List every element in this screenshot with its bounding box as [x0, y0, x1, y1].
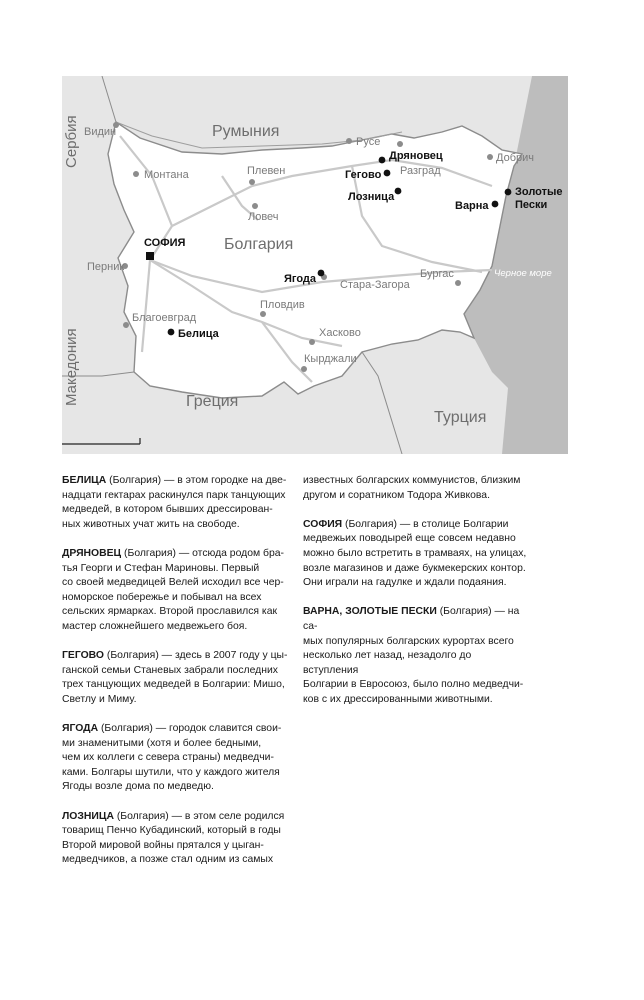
city-label-pleven: Плевен: [247, 165, 286, 177]
entry-line: трех танцующих медведей в Болгарии: Мишо,: [62, 679, 285, 691]
city-label-gegovo: Гегово: [345, 169, 382, 181]
entry-line: Второй мировой войны прятался у цыган-: [62, 839, 264, 851]
entry-yagoda: [62, 722, 288, 795]
city-label-zolotye: Золотые: [515, 186, 563, 198]
entry-country: (Болгария): [98, 723, 153, 735]
entry-line: — в столице Болгарии: [399, 518, 509, 530]
entry-line: ками. Болгары шутили, что у каждого жителя: [62, 766, 280, 778]
city-marker-burgas: [455, 280, 461, 286]
country-label-serbia: Сербия: [63, 115, 80, 168]
entry-line: известных болгарских коммунистов, близким: [303, 475, 521, 486]
city-label-plovdiv: Пловдив: [260, 299, 305, 311]
entry-name: ЛОЗНИЦА: [62, 810, 114, 822]
entry-line: — отсюда родом бра-: [178, 547, 284, 559]
entry-line: сельских ярмарках. Второй прославился как: [62, 606, 278, 618]
entry-line: номорское побережье и побывал на всех: [62, 591, 262, 603]
city-marker-dobrich: [487, 154, 493, 160]
city-label-yagoda: Ягода: [284, 273, 317, 285]
city-marker-ruse: [346, 138, 352, 144]
map-svg: [62, 76, 568, 454]
city-label-dobrich: Добрич: [496, 152, 534, 164]
map-of-bulgaria: [62, 76, 568, 454]
entry-line: — городок славится свои-: [155, 723, 282, 735]
city-label-peski: Пески: [515, 199, 548, 211]
country-label-romania: Румыния: [212, 123, 280, 140]
entry-name: СОФИЯ: [303, 518, 343, 530]
city-marker-lovech: [252, 203, 258, 209]
city-marker-kardzhali: [301, 366, 307, 372]
entry-name: ГЕГОВО: [62, 650, 104, 662]
entry-gegovo: [62, 649, 288, 707]
city-label-blagoevgrad: Благоевград: [132, 312, 197, 324]
capital-marker-sofia: [146, 252, 154, 260]
entry-name: ЯГОДА: [62, 723, 99, 735]
entry-sofia: [303, 518, 529, 591]
entry-line: медведчиков, а позже стал одним из самых: [62, 854, 274, 866]
entry-line: тья Георги и Стефан Мариновы. Первый: [62, 562, 260, 574]
sea-label: Черное море: [494, 268, 552, 279]
city-label-montana: Монтана: [144, 169, 189, 181]
entry-line: надцати гектарах раскинулся парк танцующих: [62, 489, 286, 501]
city-label-kardzhali: Кырджали: [304, 353, 357, 365]
entry-name: ВАРНА, ЗОЛОТЫЕ ПЕСКИ: [303, 606, 437, 618]
entry-line: мых популярных болгарских курортах всего: [303, 635, 514, 647]
city-label-varna: Варна: [455, 200, 489, 212]
entry-loznitsa: [62, 810, 288, 868]
city-marker-varna: [492, 201, 499, 208]
entry-line: другом и соратником Тодора Живкова.: [303, 489, 490, 501]
text-column-right: [303, 474, 529, 722]
country-label-macedonia: Македония: [63, 328, 80, 406]
city-marker-dryanovets: [379, 157, 386, 164]
city-label-ruse: Русе: [356, 136, 381, 148]
city-marker-montana: [133, 171, 139, 177]
city-label-sofia: СОФИЯ: [144, 237, 186, 249]
entry-name: ДРЯНОВЕЦ: [62, 547, 122, 559]
entry-country: (Болгария): [113, 810, 169, 822]
entry-line: мастер сложнейшего медвежьего боя.: [62, 620, 248, 632]
city-marker-gegovo: [384, 170, 391, 177]
entry-line: ных животных учат жить на свободе.: [62, 518, 240, 530]
city-marker-plovdiv: [260, 311, 266, 317]
city-marker-razgrad: [397, 141, 403, 147]
country-label-greece: Греция: [186, 393, 239, 410]
entry-dryanovets: [62, 547, 288, 635]
entry-line: ганской семьи Станевых забрали последних: [62, 664, 278, 676]
entry-line: чем их коллеги с севера страны) медведчи-: [62, 752, 274, 764]
entry-line: Они играли на гадулке и ждали подаяния.: [303, 577, 507, 589]
entry-line: — в этом городке на две-: [163, 475, 287, 486]
city-label-lovech: Ловеч: [248, 211, 279, 223]
entry-line: со своей медведицей Велей исходил все чер-: [62, 577, 284, 589]
entry-line: товарищ Пенчо Кубадинский, который в годы: [62, 825, 281, 837]
entry-country: (Болгария): [121, 547, 176, 559]
entry-line: ми знаменитыми (хотя и более бедными,: [62, 737, 262, 749]
city-label-razgrad: Разград: [400, 165, 441, 177]
entry-loznitsa-continued: [303, 474, 529, 503]
city-marker-blagoevgrad: [123, 322, 129, 328]
entry-line: — в этом селе родился: [171, 810, 285, 822]
text-column-left: [62, 474, 288, 883]
entry-line: можно было встретить в трамваях, на улицах,: [303, 547, 527, 559]
entry-name: БЕЛИЦА: [62, 475, 107, 486]
entry-country: (Болгария): [436, 606, 492, 618]
country-label-bulgaria: Болгария: [224, 236, 294, 253]
entry-line: возле магазинов и даже букмекерских контор.: [303, 562, 526, 574]
city-label-haskovo: Хасково: [319, 327, 361, 339]
city-label-loznitsa: Лозница: [348, 191, 395, 203]
entry-belitsa: [62, 474, 288, 532]
city-label-belitsa: Белица: [178, 328, 219, 340]
entry-line: несколько лет назад, незадолго до вступления: [303, 650, 472, 676]
entry-country: (Болгария): [106, 475, 162, 486]
entry-country: (Болгария): [103, 650, 159, 662]
city-marker-loznitsa: [395, 188, 402, 195]
city-marker-pleven: [249, 179, 255, 185]
city-label-dryanovets: Дряновец: [389, 150, 443, 162]
city-label-vidin: Видин: [84, 126, 117, 138]
entry-line: Ягоды возле дома по медведю.: [62, 781, 214, 793]
entry-line: Светлу и Миму.: [62, 693, 137, 705]
entry-line: ков с их дрессированными животными.: [303, 693, 493, 705]
city-marker-zolotye-peski: [505, 189, 512, 196]
entry-line: медведей, в котором бывших дрессирован-: [62, 504, 273, 516]
city-label-pernik: Перник: [87, 261, 125, 273]
country-label-turkey: Турция: [434, 409, 487, 426]
entry-varna: [303, 605, 529, 707]
city-marker-belitsa: [168, 329, 175, 336]
entry-line: — на са-: [303, 606, 520, 632]
city-marker-haskovo: [309, 339, 315, 345]
city-marker-yagoda: [318, 270, 325, 277]
entry-line: Болгарии в Евросоюз, было полно медведчи-: [303, 679, 524, 691]
entry-line: — здесь в 2007 году у цы-: [161, 650, 288, 662]
city-label-stara-zagora: Стара-Загора: [340, 279, 410, 291]
entry-country: (Болгария): [342, 518, 397, 530]
city-label-burgas: Бургас: [420, 268, 454, 280]
entry-line: медвежьих поводырей еще совсем недавно: [303, 533, 516, 545]
